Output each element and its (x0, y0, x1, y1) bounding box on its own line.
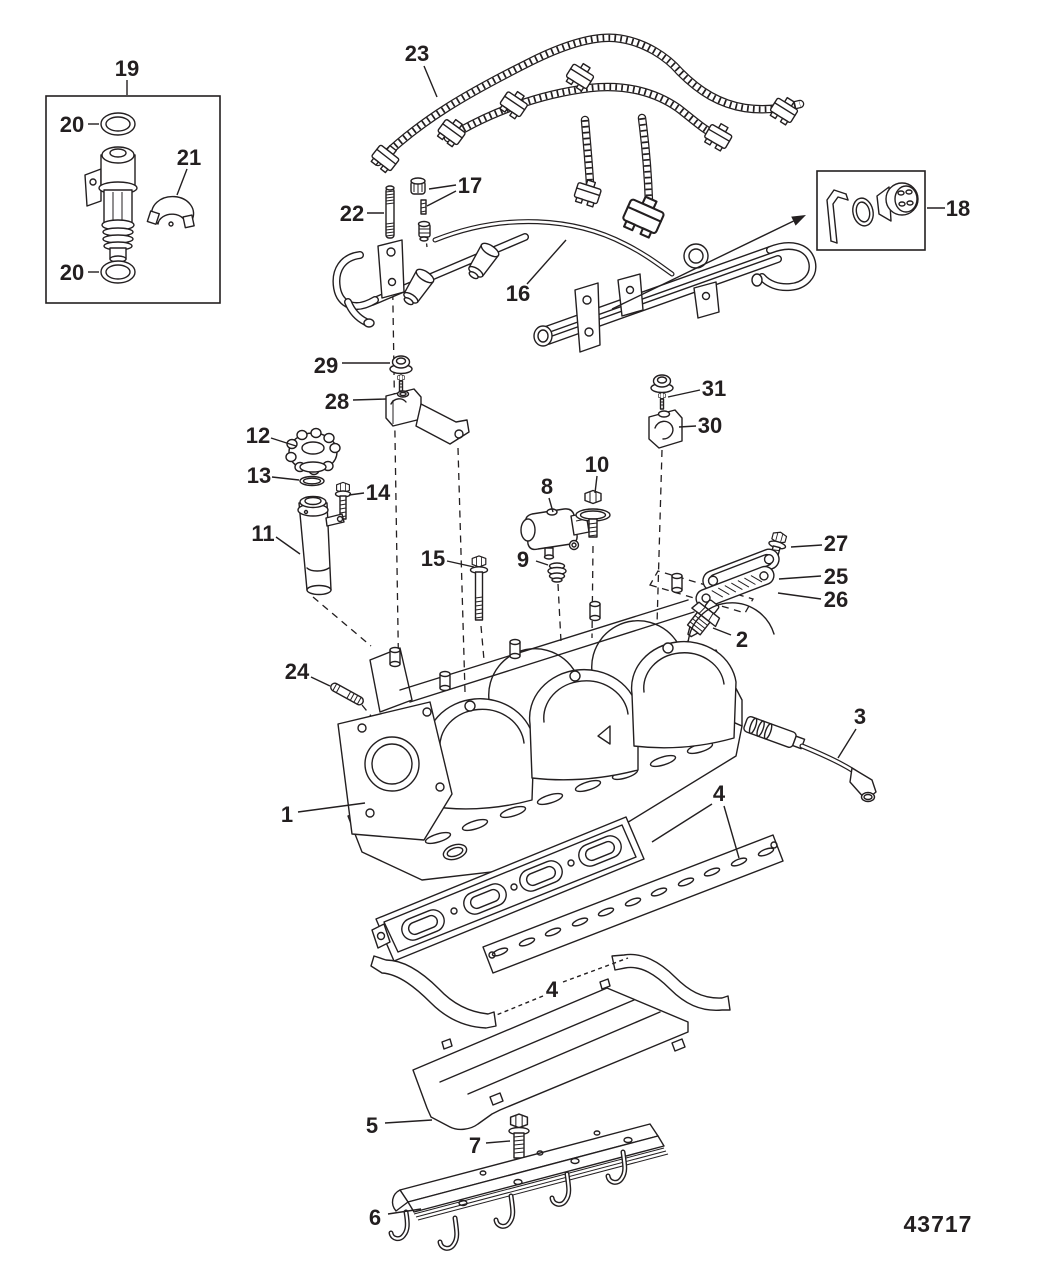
leader-line-28 (353, 399, 386, 400)
callout-8: 8 (540, 474, 554, 499)
oil-cap-12-drawing (286, 429, 340, 475)
leader-line-17 (429, 185, 456, 189)
regulator-o-ring-drawing (850, 196, 875, 228)
fill-tube-11-drawing (298, 497, 344, 595)
callout-22: 22 (339, 201, 365, 226)
leader-line-13 (272, 477, 299, 480)
callout-27: 27 (823, 531, 849, 556)
callout-3: 3 (853, 704, 867, 729)
leader-line-9 (536, 561, 548, 565)
callout-24: 24 (284, 659, 310, 684)
leader-line-23 (424, 66, 437, 97)
rail-tab (618, 274, 643, 316)
callout-19: 19 (114, 56, 140, 81)
bracket-28-drawing (386, 389, 469, 444)
callout-23: 23 (404, 41, 430, 66)
leader-line-26 (778, 593, 821, 599)
callout-29: 29 (313, 353, 339, 378)
stud-24-drawing (329, 682, 364, 706)
retainer-rail-6-drawing (391, 1124, 668, 1248)
leader-line-15 (447, 561, 474, 567)
callout-26: 26 (823, 587, 849, 612)
leader-line-4 (724, 806, 739, 858)
rail-tab (694, 282, 719, 318)
callout-20: 20 (59, 260, 85, 285)
callout-15: 15 (420, 546, 446, 571)
drawing-part-number: 43717 (903, 1211, 973, 1237)
callout-28: 28 (324, 389, 350, 414)
leader-line-2 (713, 628, 731, 635)
callout-21: 21 (176, 145, 202, 170)
regulator-pointer-arrowhead-icon (791, 215, 806, 226)
harness-connector (497, 87, 530, 120)
bolt-14-drawing (336, 482, 351, 519)
leader-line-31 (668, 390, 700, 397)
stud-22-drawing (386, 186, 394, 238)
leader-line-27 (791, 545, 822, 547)
grommet-29-drawing (390, 356, 412, 391)
leader-line-10 (595, 476, 597, 493)
bracket-30-drawing (649, 410, 682, 448)
callout-18: 18 (945, 196, 971, 221)
leader-line-7 (486, 1141, 510, 1143)
leader-line-17 (427, 191, 456, 206)
leader-line-21 (177, 169, 187, 195)
grommet-9-drawing (548, 563, 566, 582)
fuel-rail-drawing (336, 222, 812, 352)
harness-main-plug (620, 192, 668, 240)
callout-14: 14 (365, 480, 391, 505)
gasket-retainer-left-drawing (371, 956, 496, 1028)
regulator-clip-drawing (827, 190, 848, 243)
callout-13: 13 (246, 463, 272, 488)
callout-1: 1 (280, 802, 294, 827)
callout-10: 10 (584, 452, 610, 477)
leader-line-4 (494, 996, 543, 1016)
fuel-injector-drawing (85, 147, 137, 262)
callout-9: 9 (516, 547, 530, 572)
o-ring-top-drawing (101, 113, 135, 135)
harness-connector (435, 115, 469, 149)
rail-bracket (378, 240, 404, 298)
injector-clip-drawing (147, 197, 194, 228)
bolt-15-drawing (471, 556, 488, 620)
leader-line-11 (276, 537, 300, 554)
leader-line-24 (311, 677, 330, 686)
callout-7: 7 (468, 1133, 482, 1158)
leader-line-30 (679, 426, 696, 427)
harness-connector (768, 93, 801, 126)
callout-17: 17 (457, 173, 483, 198)
harness-connector (573, 178, 603, 208)
callout-12: 12 (245, 423, 271, 448)
callout-5: 5 (365, 1113, 379, 1138)
o-ring-13-drawing (300, 477, 324, 486)
callout-30: 30 (697, 413, 723, 438)
callout-6: 6 (368, 1205, 382, 1230)
callout-25: 25 (823, 564, 849, 589)
injector-harness-drawing (369, 38, 801, 240)
leader-line-14 (349, 493, 364, 495)
callout-20: 20 (59, 112, 85, 137)
grommet-31-drawing (651, 375, 673, 409)
callout-4: 4 (712, 781, 726, 806)
leader-line-16 (527, 240, 566, 284)
throttle-flange (338, 702, 452, 840)
callout-31: 31 (701, 376, 727, 401)
leader-line-4 (652, 804, 712, 842)
valve-17-drawing (411, 178, 430, 241)
callout-2: 2 (735, 627, 749, 652)
regulator-drawing (877, 183, 918, 221)
leader-line-5 (385, 1120, 432, 1123)
o-ring-bottom-drawing (101, 261, 135, 283)
inset-box-regulator (817, 171, 925, 250)
callout-11: 11 (251, 521, 275, 546)
rail-bracket (575, 283, 600, 352)
leader-line-25 (779, 576, 821, 579)
callout-4: 4 (545, 977, 559, 1002)
bolt-7-drawing (509, 1114, 529, 1158)
leader-line-3 (838, 729, 856, 758)
callout-16: 16 (505, 281, 531, 306)
harness-connector (702, 120, 735, 153)
